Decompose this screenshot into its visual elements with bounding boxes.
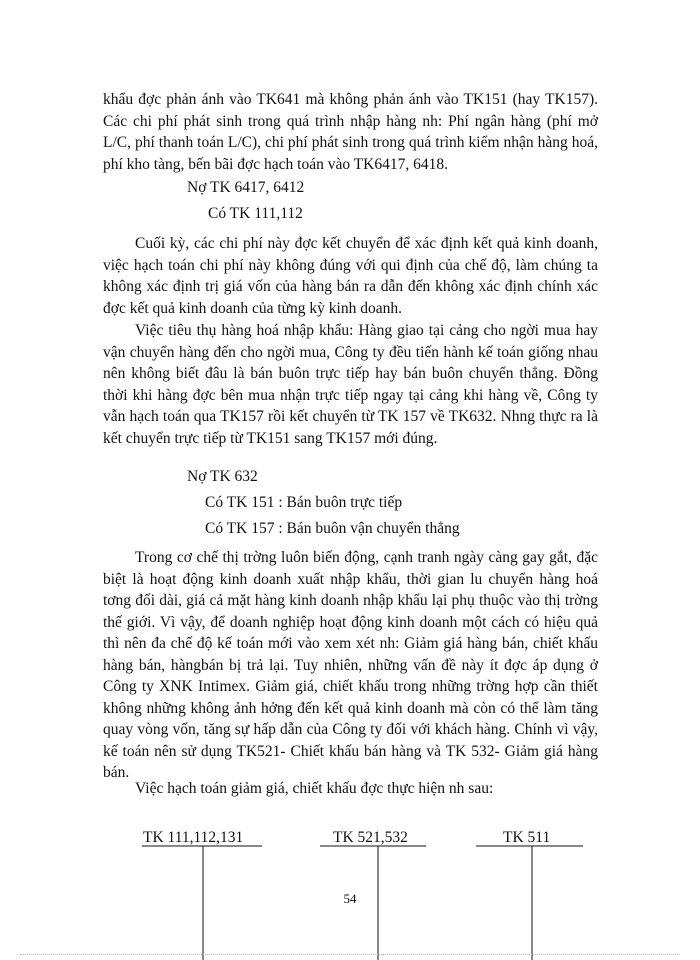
- paragraph-4: Trong cơ chế thị trờng luôn biến động, cạnh tranh ngày càng gay gắt, đặc biệt là hoạt động kinh doanh xuất nhập khẩu, thời gian lu chuyển hàng hoá tơng đối dài, giá cả mặt hàng kinh doanh nhập khẩu lại phụ thuộc vào thị trờng thế giới. Vì vậy, để doanh nghiệp hoạt động kinh doanh một cách có hiệu quả thì nên đa chế độ kế toán mới vào xem xét nh: Giảm giá hàng bán, chiết khấu hàng bán, hàngbán bị trả lại. Tuy nhiên, những vấn đề này ít đợc áp dụng ở Công ty XNK Intimex. Giảm giá, chiết khấu trong những trờng hợp cần thiết không những không ảnh hởng đến kết quả kinh doanh mà còn có thể làm tăng quay vòng vốn, tăng sự hấp dẫn của Công ty đối với khách hàng. Chính vì vậy, kế toán nên sử dụng TK521- Chiết khấu bán hàng và TK 532- Giảm giá hàng bán.: [103, 549, 598, 781]
- journal-entry-1-debit: Nợ TK 6417, 6412: [187, 179, 305, 196]
- journal-entry-2-credit-2: Có TK 157 : Bán buôn vận chuyển thẳng: [205, 520, 460, 537]
- journal-entry-2-credit-1: Có TK 151 : Bán buôn trực tiếp: [205, 494, 403, 511]
- page-number: 54: [343, 891, 357, 906]
- journal-entry-2-debit: Nợ TK 632: [187, 468, 258, 485]
- paragraph-2: Cuối kỳ, các chi phí này đợc kết chuyển để xác định kết quả kinh doanh, việc hạch toán chi phí này không đúng với qui định của chế độ, làm chúng ta không xác định trị giá vốn của hàng bán ra dẫn đến không xác định chính xác đợc kết quả kinh doanh của từng kỳ kinh doanh.: [103, 235, 598, 317]
- paragraph-1: khẩu đợc phản ánh vào TK641 mà không phản ánh vào TK151 (hay TK157). Các chi phí phát sinh trong quá trình nhập hàng nh: Phí ngân hàng (phí mở L/C, phí thanh toán L/C), chi phí phát sinh trong quá trình kiểm nhận hàng hoá, phí kho tàng, bến bãi đợc hạch toán vào TK6417, 6418.: [103, 91, 598, 173]
- t-account-diagram: [0, 820, 700, 960]
- journal-entry-1-credit: Có TK 111,112: [208, 205, 303, 222]
- t-account-3-label: TK 511: [503, 829, 551, 846]
- paragraph-5: Việc hạch toán giảm giá, chiết khấu đợc thực hiện nh sau:: [135, 780, 494, 797]
- paragraph-3: Việc tiêu thụ hàng hoá nhập khẩu: Hàng giao tại cảng cho ngời mua hay vận chuyển hàng đến cho ngời mua, Công ty đều tiến hành kế toán giống nhau nên không biết đâu là bán buôn trực tiếp hay bán buôn chuyển thẳng. Đồng thời khi hàng đợc bên mua nhận trực tiếp ngay tại cảng khi hàng về, Công ty vẫn hạch toán qua TK157 rồi kết chuyển từ TK 157 về TK632. Nhng thực ra là kết chuyển trực tiếp từ TK151 sang TK157 mới đúng.: [103, 322, 598, 447]
- t-account-1-label: TK 111,112,131: [143, 829, 244, 846]
- page-bottom-divider: [20, 954, 680, 955]
- t-account-2-label: TK 521,532: [333, 829, 408, 846]
